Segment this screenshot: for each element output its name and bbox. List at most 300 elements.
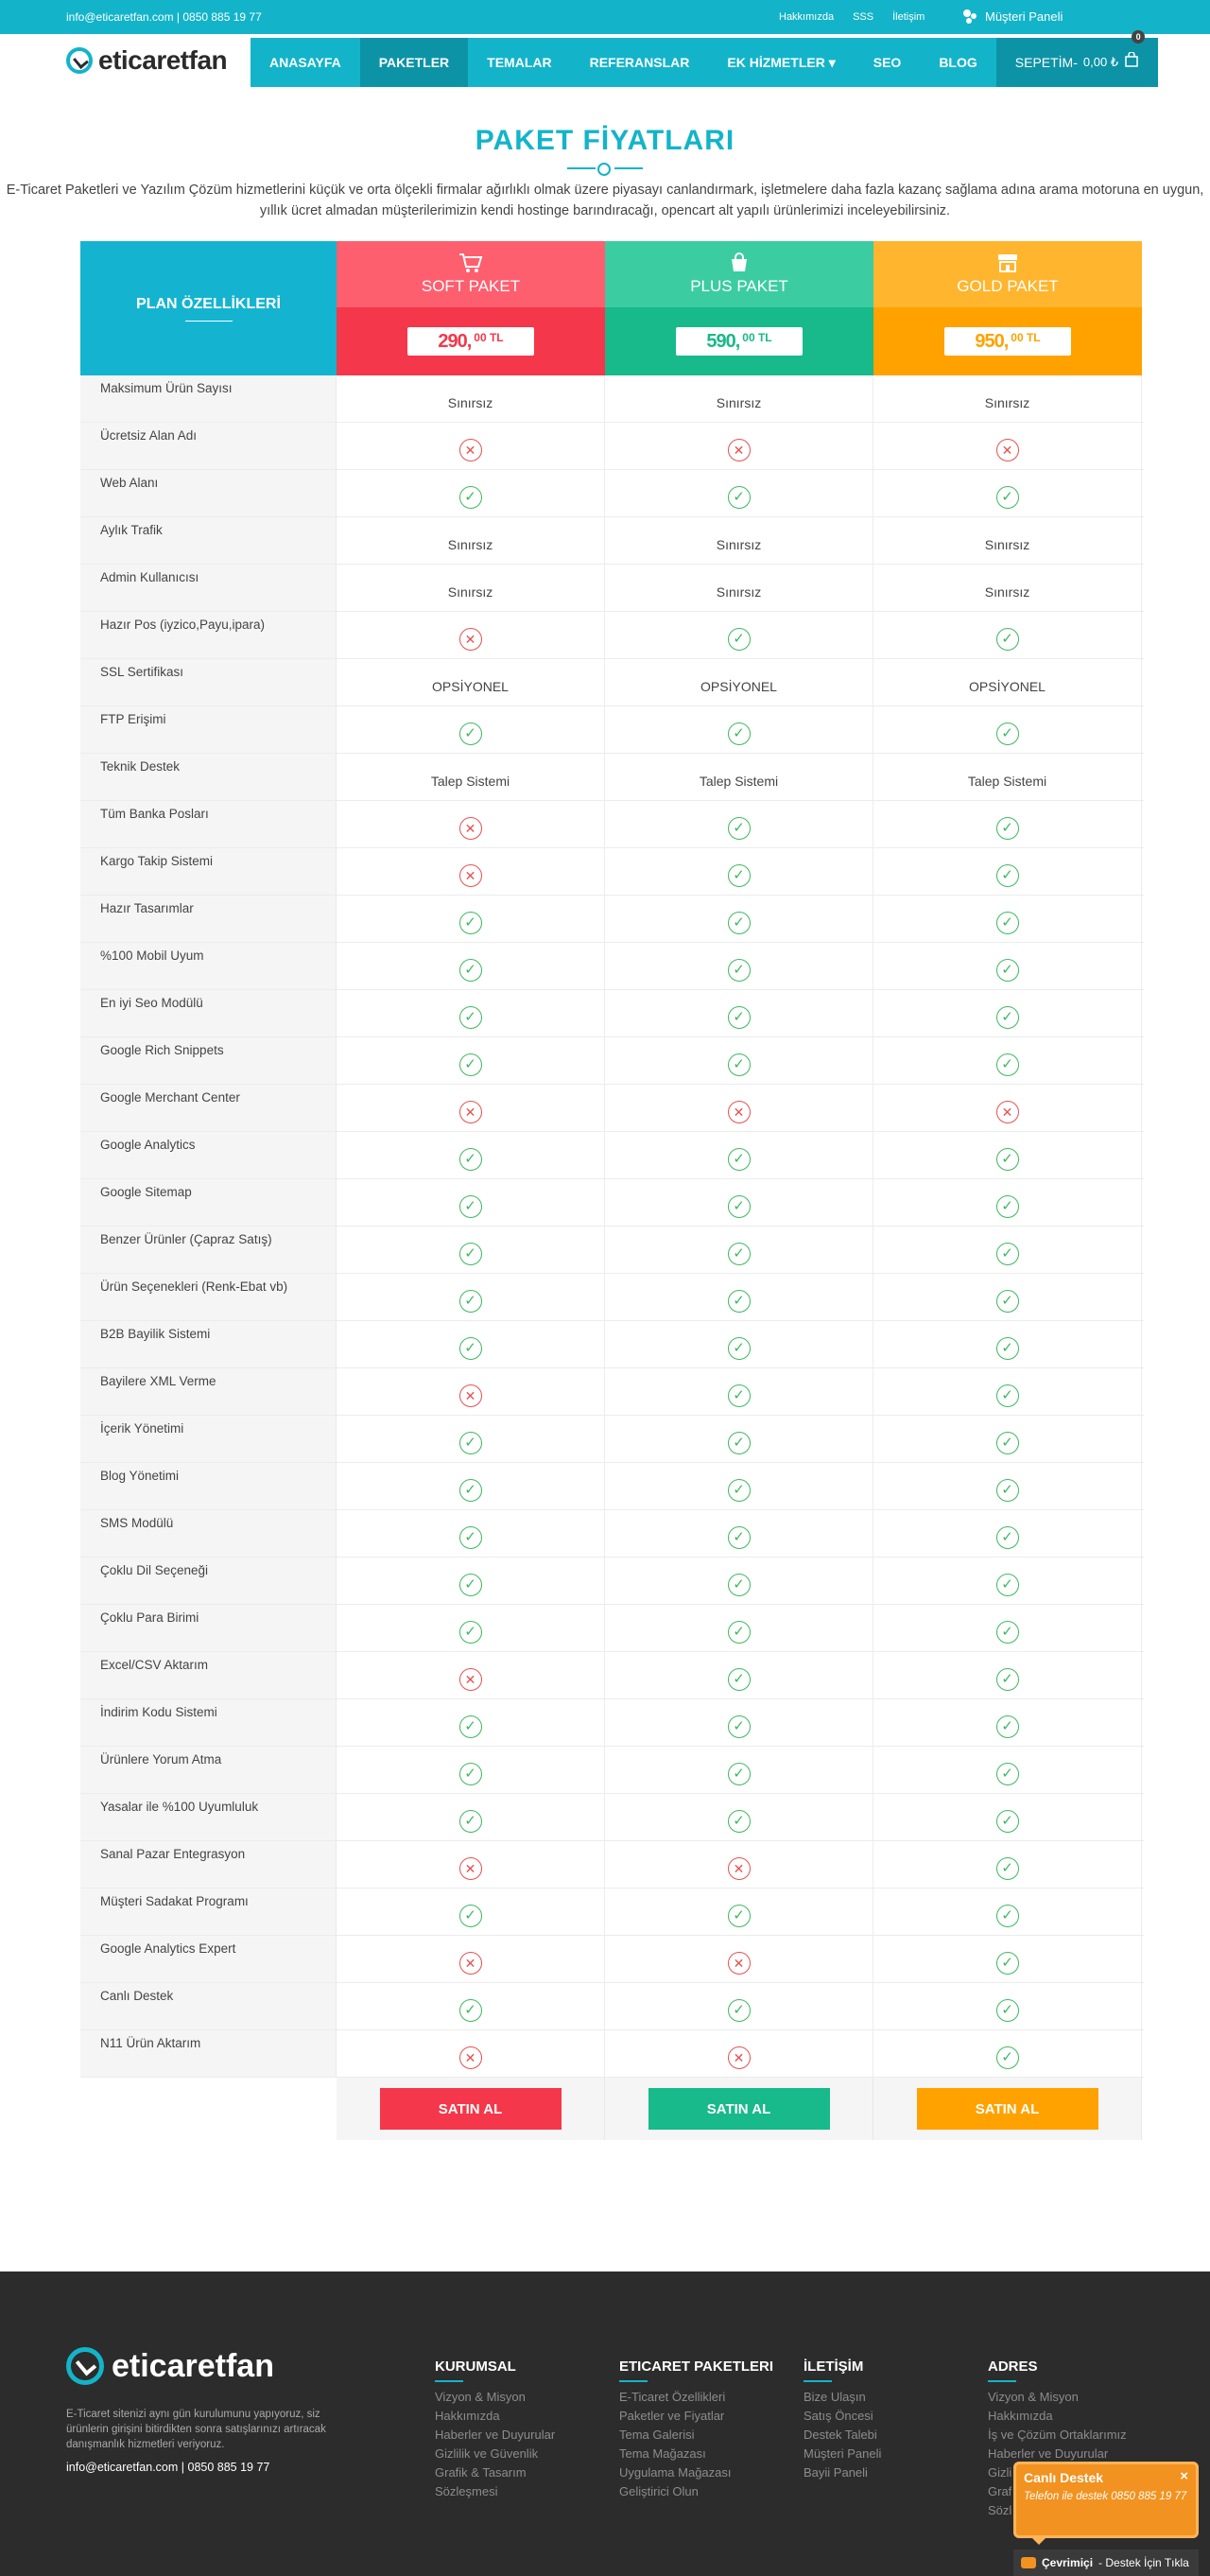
feature-value (873, 1888, 1142, 1935)
footer-link[interactable]: Paketler ve Fiyatlar (619, 2409, 725, 2423)
buy-soft-button[interactable]: SATIN AL (380, 2088, 562, 2130)
feature-value (605, 470, 873, 516)
feature-value (337, 1274, 605, 1320)
cross-icon: ✕ (459, 817, 482, 840)
live-support-bar[interactable] (1013, 2550, 1199, 2576)
footer-link[interactable]: Hakkımızda (988, 2409, 1053, 2423)
check-icon: ✓ (996, 1668, 1019, 1691)
feature-value (873, 1085, 1142, 1131)
feature-value (605, 1558, 873, 1604)
check-icon: ✓ (459, 1432, 482, 1454)
footer-link[interactable]: Destek Talebi (804, 2428, 877, 2442)
bag-icon (729, 252, 750, 273)
cross-icon: ✕ (459, 628, 482, 651)
feature-value (605, 423, 873, 469)
feature-row (80, 1132, 1144, 1179)
feature-name: İndirim Kodu Sistemi (80, 1699, 337, 1746)
check-icon: ✓ (728, 1384, 751, 1407)
check-icon: ✓ (459, 1195, 482, 1218)
feature-name: Aylık Trafik (80, 517, 337, 564)
cross-icon: ✕ (459, 1857, 482, 1880)
package-top (605, 241, 873, 307)
cross-icon: ✕ (459, 1952, 482, 1975)
feature-name: Google Rich Snippets (80, 1037, 337, 1084)
feature-value (605, 801, 873, 847)
feature-name: B2B Bayilik Sistemi (80, 1321, 337, 1367)
check-icon: ✓ (459, 1006, 482, 1029)
nav-packages[interactable]: PAKETLER (360, 38, 468, 87)
cross-icon: ✕ (728, 1101, 751, 1123)
feature-row (80, 1652, 1144, 1699)
check-icon: ✓ (728, 1621, 751, 1644)
footer-link[interactable]: Haberler ve Duyurular (988, 2446, 1109, 2461)
feature-name: Çoklu Para Birimi (80, 1605, 337, 1651)
feature-value (605, 2030, 873, 2077)
feature-value (605, 1321, 873, 1367)
feature-row (80, 1463, 1144, 1510)
footer-link[interactable]: E-Ticaret Özellikleri (619, 2390, 726, 2404)
price-main: 950, (975, 330, 1009, 352)
check-icon: ✓ (996, 1432, 1019, 1454)
feature-value (337, 1179, 605, 1226)
check-icon: ✓ (728, 1006, 751, 1029)
package-name: SOFT PAKET (421, 277, 521, 295)
footer-col-packages (619, 2358, 773, 2501)
feature-row (80, 565, 1144, 612)
feature-value (337, 1605, 605, 1651)
feature-value (337, 1747, 605, 1793)
check-icon: ✓ (996, 628, 1019, 651)
feature-value (873, 1463, 1142, 1509)
nav-blog[interactable]: BLOG (939, 55, 977, 70)
plan-features-header (80, 241, 337, 375)
check-icon: ✓ (728, 817, 751, 840)
feature-value: Sınırsız (873, 565, 1142, 611)
check-icon: ✓ (728, 1290, 751, 1313)
footer-link[interactable]: Bize Ulaşın (804, 2390, 866, 2404)
feature-value (873, 1416, 1142, 1462)
feature-name: Yasalar ile %100 Uyumluluk (80, 1794, 337, 1840)
feature-value (873, 1227, 1142, 1273)
feature-row (80, 990, 1144, 1037)
feature-value: Talep Sistemi (605, 754, 873, 800)
cross-icon: ✕ (459, 1384, 482, 1407)
feature-value (873, 896, 1142, 942)
check-icon: ✓ (996, 1195, 1019, 1218)
check-icon: ✓ (459, 486, 482, 509)
feature-value: Talep Sistemi (337, 754, 605, 800)
check-icon: ✓ (728, 1195, 751, 1218)
feature-value (337, 1368, 605, 1415)
feature-value (873, 1747, 1142, 1793)
feature-value (605, 1652, 873, 1698)
footer-link[interactable]: Grafik & Tasarım (435, 2465, 527, 2480)
feature-value (605, 706, 873, 753)
feature-row (80, 943, 1144, 990)
check-icon: ✓ (728, 864, 751, 887)
check-icon: ✓ (459, 959, 482, 982)
feature-value (605, 1888, 873, 1935)
customer-panel-label: Müşteri Paneli (985, 9, 1063, 24)
feature-value (873, 1605, 1142, 1651)
footer-link[interactable]: İş ve Çözüm Ortaklarımız (988, 2428, 1127, 2442)
feature-row (80, 1416, 1144, 1463)
footer-link[interactable]: Graf (988, 2484, 1012, 2498)
price-main: 590, (706, 330, 740, 352)
footer-link[interactable]: Gizlilik ve Güvenlik (435, 2446, 539, 2461)
check-icon: ✓ (996, 1857, 1019, 1880)
feature-value (337, 2030, 605, 2077)
feature-name: Canlı Destek (80, 1983, 337, 2029)
feature-value (873, 1652, 1142, 1698)
chat-bubble-icon (1021, 2557, 1036, 2568)
top-contact: info@eticaretfan.com | 0850 885 19 77 (66, 10, 262, 24)
main-nav (251, 32, 1141, 87)
pricing-table (80, 241, 1144, 2140)
check-icon: ✓ (459, 1243, 482, 1265)
feature-value (605, 990, 873, 1036)
customer-panel-link[interactable] (960, 7, 1063, 26)
check-icon: ✓ (459, 1621, 482, 1644)
footer-link[interactable]: Haberler ve Duyurular (435, 2428, 556, 2442)
check-icon: ✓ (459, 1290, 482, 1313)
feature-value (337, 470, 605, 516)
feature-value (337, 1558, 605, 1604)
feature-row (80, 1888, 1144, 1936)
logo-text: eticaretfan (98, 45, 228, 75)
check-icon: ✓ (996, 722, 1019, 745)
check-icon: ✓ (728, 1526, 751, 1549)
buy-plus-button[interactable]: SATIN AL (648, 2088, 830, 2130)
package-gold-header (873, 241, 1142, 375)
feature-name: Tüm Banka Posları (80, 801, 337, 847)
feature-value (337, 1699, 605, 1746)
footer-link[interactable]: Tema Mağazası (619, 2446, 706, 2461)
feature-name: Maksimum Ürün Sayısı (80, 375, 337, 422)
check-icon: ✓ (996, 1763, 1019, 1785)
feature-value (873, 801, 1142, 847)
check-icon: ✓ (728, 1715, 751, 1738)
check-icon: ✓ (996, 1006, 1019, 1029)
feature-value (873, 943, 1142, 989)
check-icon: ✓ (996, 2046, 1019, 2069)
nav-extra-services[interactable]: EK HİZMETLER ▾ (727, 55, 836, 70)
footer-link[interactable]: Satış Öncesi (804, 2409, 873, 2423)
page-title: PAKET FİYATLARI (475, 125, 735, 156)
price-main: 290, (438, 330, 472, 352)
check-icon: ✓ (728, 1148, 751, 1171)
check-icon: ✓ (996, 1905, 1019, 1927)
feature-value (873, 1936, 1142, 1982)
cart-icon (1124, 32, 1141, 87)
feature-row (80, 1274, 1144, 1321)
check-icon: ✓ (728, 1479, 751, 1502)
feature-value (337, 1085, 605, 1131)
package-price-bar (873, 307, 1142, 375)
check-icon: ✓ (996, 1384, 1019, 1407)
feature-name: Google Analytics Expert (80, 1936, 337, 1982)
feature-name: Kargo Takip Sistemi (80, 848, 337, 895)
feature-value (605, 1179, 873, 1226)
feature-value (337, 1652, 605, 1698)
cross-icon: ✕ (728, 2046, 751, 2069)
footer-col-title: KURUMSAL (435, 2358, 555, 2382)
feature-value (873, 848, 1142, 895)
cart-label: SEPETİM- (1014, 55, 1078, 70)
check-icon: ✓ (459, 1810, 482, 1833)
logo[interactable] (66, 45, 227, 76)
buy-gold-button[interactable]: SATIN AL (917, 2088, 1098, 2130)
live-support-popup[interactable] (1013, 2462, 1199, 2538)
feature-value (873, 1274, 1142, 1320)
cross-icon: ✕ (459, 2046, 482, 2069)
feature-value: OPSİYONEL (605, 659, 873, 705)
cart-amount: 0,00 ₺ (1082, 55, 1119, 69)
chat-title: Canlı Destek (1024, 2470, 1104, 2485)
feature-row (80, 1794, 1144, 1841)
feature-row (80, 1510, 1144, 1558)
top-bar (0, 0, 1210, 34)
feature-name: Bayilere XML Verme (80, 1368, 337, 1415)
feature-value (605, 848, 873, 895)
footer-link[interactable]: Vizyon & Misyon (435, 2390, 526, 2404)
feature-name: SMS Modülü (80, 1510, 337, 1557)
nav-references[interactable]: REFERANSLAR (589, 55, 690, 70)
feature-row (80, 1321, 1144, 1368)
cross-icon: ✕ (996, 439, 1019, 461)
feature-row (80, 1605, 1144, 1652)
check-icon: ✓ (728, 1053, 751, 1076)
check-icon: ✓ (996, 1715, 1019, 1738)
plan-features-label: PLAN ÖZELLİKLERİ (136, 295, 281, 312)
package-soft-header (337, 241, 605, 375)
price-sub: 00 TL (742, 331, 772, 344)
cart-count-badge: 0 (1132, 30, 1145, 44)
feature-value: OPSİYONEL (873, 659, 1142, 705)
feature-value (337, 943, 605, 989)
feature-value (337, 612, 605, 658)
top-link-faq[interactable]: SSS (853, 11, 874, 23)
feature-value (873, 470, 1142, 516)
title-separator (567, 163, 643, 174)
chat-bar-text: - Destek İçin Tıkla (1098, 2556, 1189, 2569)
feature-name: Teknik Destek (80, 754, 337, 800)
chat-status: Çevrimiçi (1042, 2556, 1094, 2569)
feature-value (873, 1179, 1142, 1226)
feature-value (337, 1794, 605, 1840)
feature-row (80, 1936, 1144, 1983)
feature-value: Sınırsız (873, 517, 1142, 564)
feature-value (873, 423, 1142, 469)
feature-value (873, 990, 1142, 1036)
feature-row (80, 1558, 1144, 1605)
footer-link[interactable]: Geliştirici Olun (619, 2484, 699, 2498)
top-link-about[interactable]: Hakkımızda (779, 11, 835, 23)
intro-text: E-Ticaret Paketleri ve Yazılım Çözüm hizmetlerini küçük ve orta ölçekli firmalar ağırlıklı olmak üzere piyasayı canlandırmark, işletmelere daha fazla kazanç sağlama adına arama motoruna en uygun, yıllık ücret almadan müşterilerimizin kendi hostinge barındıracağı, opencart alt yapılı ürünlerimizi inceleyebilirsiniz. (6, 183, 1204, 218)
nav-seo[interactable]: SEO (873, 55, 902, 70)
footer-link[interactable]: Müşteri Paneli (804, 2446, 882, 2461)
footer-link[interactable]: Sözl (988, 2503, 1012, 2517)
check-icon: ✓ (996, 1337, 1019, 1360)
feature-row (80, 896, 1144, 943)
feature-value (873, 1841, 1142, 1888)
footer-description: E-Ticaret sitenizi aynı gün kurulumunu yapıyoruz, siz ürünlerin girişini bitirdikten sonra satışlarınızı artıracak danışmanlık hizmetleri veriyoruz. (66, 2409, 326, 2450)
feature-value (337, 848, 605, 895)
check-icon: ✓ (459, 1053, 482, 1076)
close-icon[interactable]: × (1180, 2468, 1188, 2484)
cross-icon: ✕ (996, 1101, 1019, 1123)
feature-value (337, 706, 605, 753)
feature-value (337, 1227, 605, 1273)
check-icon: ✓ (728, 1337, 751, 1360)
cross-icon: ✕ (728, 1952, 751, 1975)
check-icon: ✓ (728, 1905, 751, 1927)
top-links (779, 11, 925, 23)
footer-col-contact (804, 2358, 881, 2482)
check-icon: ✓ (996, 912, 1019, 934)
feature-value: Sınırsız (873, 375, 1142, 422)
package-name: PLUS PAKET (690, 277, 788, 295)
check-icon: ✓ (996, 1148, 1019, 1171)
check-icon: ✓ (728, 1999, 751, 2022)
logo-mark-icon (66, 47, 93, 74)
cross-icon: ✕ (459, 864, 482, 887)
footer-link[interactable]: Tema Galerisi (619, 2428, 695, 2442)
nav-home[interactable]: ANASAYFA (269, 55, 341, 70)
feature-name: Admin Kullanıcısı (80, 565, 337, 611)
feature-value (337, 1416, 605, 1462)
check-icon: ✓ (728, 912, 751, 934)
feature-value (337, 1321, 605, 1367)
check-icon: ✓ (996, 1290, 1019, 1313)
feature-name: SSL Sertifikası (80, 659, 337, 705)
feature-value: Talep Sistemi (873, 754, 1142, 800)
cross-icon: ✕ (728, 1857, 751, 1880)
check-icon: ✓ (459, 722, 482, 745)
feature-name: Google Analytics (80, 1132, 337, 1178)
feature-row (80, 423, 1144, 470)
check-icon: ✓ (459, 1763, 482, 1785)
feature-name: Müşteri Sadakat Programı (80, 1888, 337, 1935)
check-icon: ✓ (996, 1999, 1019, 2022)
check-icon: ✓ (728, 1432, 751, 1454)
feature-value (605, 1936, 873, 1982)
feature-row (80, 612, 1144, 659)
feature-value (337, 1841, 605, 1888)
package-price (944, 327, 1071, 356)
feature-name: Google Sitemap (80, 1179, 337, 1226)
feature-name: Excel/CSV Aktarım (80, 1652, 337, 1698)
check-icon: ✓ (459, 1148, 482, 1171)
footer-link[interactable]: Vizyon & Misyon (988, 2390, 1079, 2404)
feature-row (80, 1037, 1144, 1085)
feature-value (337, 1888, 605, 1935)
check-icon: ✓ (459, 1337, 482, 1360)
feature-name: Benzer Ürünler (Çapraz Satış) (80, 1227, 337, 1273)
check-icon: ✓ (996, 1574, 1019, 1596)
feature-value (337, 1983, 605, 2029)
feature-value (605, 1794, 873, 1840)
check-icon: ✓ (728, 1810, 751, 1833)
package-top (337, 241, 605, 307)
package-price (407, 327, 534, 356)
feature-name: İçerik Yönetimi (80, 1416, 337, 1462)
feature-value (873, 2030, 1142, 2077)
check-icon: ✓ (728, 1574, 751, 1596)
feature-value (873, 1794, 1142, 1840)
feature-value (605, 1605, 873, 1651)
feature-value (337, 1510, 605, 1557)
check-icon: ✓ (459, 1999, 482, 2022)
feature-value (337, 1132, 605, 1178)
package-price-bar (337, 307, 605, 375)
feature-row (80, 706, 1144, 754)
footer-link[interactable]: Sözleşmesi (435, 2484, 498, 2498)
feature-value (605, 1983, 873, 2029)
feature-row (80, 1368, 1144, 1416)
feature-value: Sınırsız (337, 565, 605, 611)
feature-value (873, 1368, 1142, 1415)
footer-logo[interactable] (66, 2347, 274, 2385)
price-sub: 00 TL (474, 331, 504, 344)
feature-row (80, 2030, 1144, 2078)
check-icon: ✓ (996, 864, 1019, 887)
feature-name: Blog Yönetimi (80, 1463, 337, 1509)
check-icon: ✓ (728, 628, 751, 651)
pricing-header (80, 241, 1144, 375)
feature-value (337, 423, 605, 469)
feature-name: Web Alanı (80, 470, 337, 516)
check-icon: ✓ (728, 959, 751, 982)
feature-value (605, 1274, 873, 1320)
buy-row (80, 2078, 1144, 2140)
check-icon: ✓ (459, 1574, 482, 1596)
price-sub: 00 TL (1011, 331, 1041, 344)
nav-themes[interactable]: TEMALAR (487, 55, 552, 70)
cross-icon: ✕ (728, 439, 751, 461)
feature-name: Hazır Tasarımlar (80, 896, 337, 942)
feature-value (605, 1368, 873, 1415)
top-link-contact[interactable]: İletişim (892, 11, 925, 23)
feature-name: Google Merchant Center (80, 1085, 337, 1131)
feature-value (605, 1841, 873, 1888)
check-icon: ✓ (996, 486, 1019, 509)
feature-value (605, 943, 873, 989)
footer-link[interactable]: Uygulama Mağazası (619, 2465, 732, 2480)
cart-button[interactable] (996, 32, 1158, 87)
footer-link[interactable]: Gizli (988, 2465, 1012, 2480)
feature-value (873, 1037, 1142, 1084)
package-plus-header (605, 241, 873, 375)
cross-icon: ✕ (459, 1101, 482, 1123)
check-icon: ✓ (459, 1905, 482, 1927)
footer-link[interactable]: Hakkımızda (435, 2409, 500, 2423)
feature-value (873, 612, 1142, 658)
feature-value (337, 1037, 605, 1084)
feature-name: FTP Erişimi (80, 706, 337, 753)
footer-col-title: ETICARET PAKETLERI (619, 2358, 773, 2382)
check-icon: ✓ (728, 486, 751, 509)
package-top (873, 241, 1142, 307)
check-icon: ✓ (996, 1526, 1019, 1549)
feature-value (873, 1132, 1142, 1178)
footer-link[interactable]: Bayii Paneli (804, 2465, 868, 2480)
feature-value (873, 1983, 1142, 2029)
check-icon: ✓ (459, 1715, 482, 1738)
store-icon (996, 252, 1019, 273)
feature-value (605, 1510, 873, 1557)
feature-name: Ürün Seçenekleri (Renk-Ebat vb) (80, 1274, 337, 1320)
